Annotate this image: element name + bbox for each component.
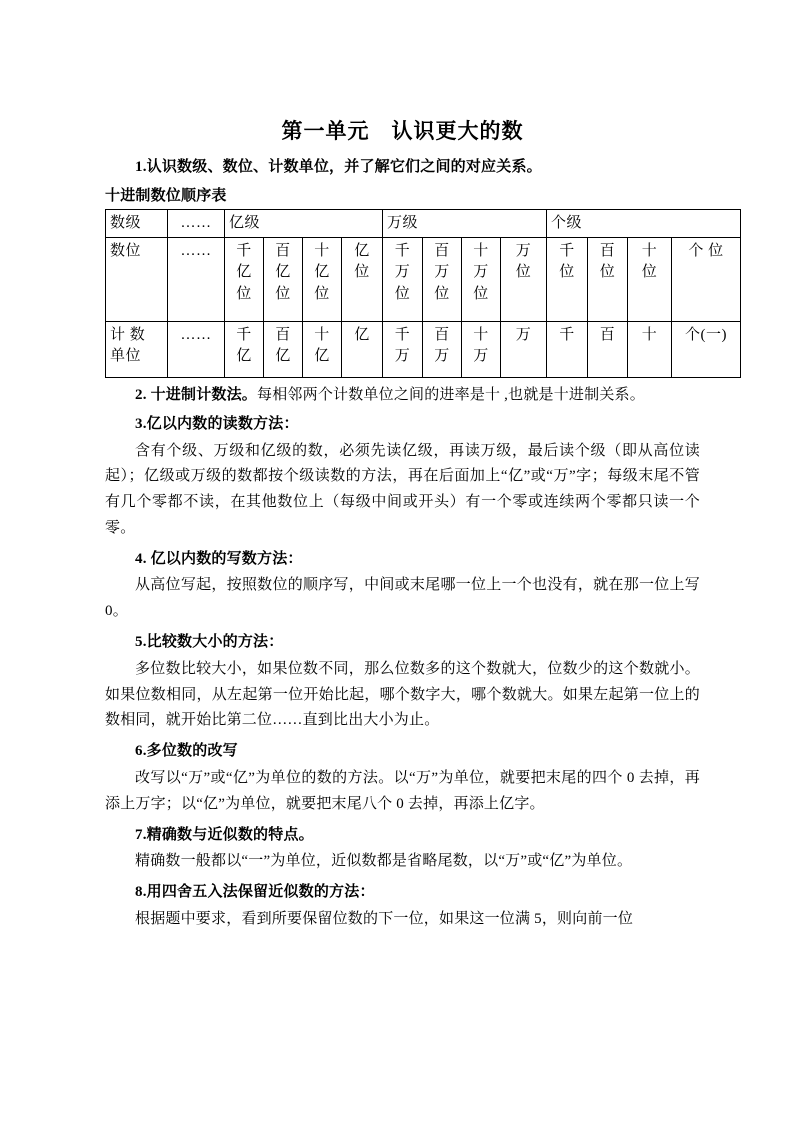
cell-unit-baiyi: 百 亿 xyxy=(264,322,303,378)
cell-dots-unit: …… xyxy=(168,322,225,378)
section-heading-2-tail: 每相邻两个计数单位之间的进率是十 ,也就是十进制关系。 xyxy=(257,387,645,404)
cell-place-ge: 个 位 xyxy=(672,238,741,322)
table-row xyxy=(106,322,741,378)
section-heading-5: 5.比较数大小的方法： xyxy=(135,634,284,651)
cell-group-yi: 亿级 xyxy=(225,210,383,238)
lead-heading: 1.认识数级、数位、计数单位，并了解它们之间的对应关系。 xyxy=(135,159,542,176)
place-value-table xyxy=(105,209,741,378)
page-title: 第一单元 认识更大的数 xyxy=(281,119,524,143)
section-body-7: 精确数一般都以“一”为单位，近似数都是省略尾数，以“万”或“亿”为单位。 xyxy=(135,853,633,870)
cell-row-label-level: 数级 xyxy=(106,210,168,238)
cell-unit-shiyi: 十 亿 xyxy=(303,322,342,378)
cell-unit-bai: 百 xyxy=(588,322,628,378)
table-row xyxy=(106,238,741,322)
cell-place-qianyi: 千 亿 位 xyxy=(225,238,264,322)
section-heading-7: 7.精确数与近似数的特点。 xyxy=(135,826,314,843)
section-heading-4: 4. 亿以内数的写数方法： xyxy=(135,550,303,567)
cell-unit-qianwan: 千 万 xyxy=(383,322,423,378)
cell-unit-qian: 千 xyxy=(547,322,588,378)
section-heading-2-label: 2. 十进制计数法。 xyxy=(135,387,258,404)
cell-unit-yi: 亿 xyxy=(342,322,383,378)
cell-place-qianwan: 千 万 位 xyxy=(383,238,423,322)
section-body-6: 改写以“万”或“亿”为单位的数的方法。以“万”为单位，就要把末尾的四个 0 去掉，再添上万字；以“亿”为单位，就要把末尾八个 0 去掉，再添上亿字。 xyxy=(105,769,700,812)
cell-place-qian: 千 位 xyxy=(547,238,588,322)
cell-unit-wan: 万 xyxy=(501,322,547,378)
section-heading-6: 6.多位数的改写 xyxy=(135,743,238,760)
cell-row-label-unit: 计 数 单位 xyxy=(106,322,168,378)
section-heading-3: 3.亿以内数的读数方法： xyxy=(135,415,299,432)
cell-place-baiyi: 百 亿 位 xyxy=(264,238,303,322)
section-body-3: 含有个级、万级和亿级的数，必须先读亿级，再读万级，最后读个级（即从高位读起）；亿级或万级的数都按个级读数的方法，再在后面加上“亿”或“万”字；每级末尾不管有几个零都不读，在其他数位上（每级中间或开头）有一个零或连续两个零都只读一个零。 xyxy=(105,442,700,536)
cell-unit-qianyi: 千 亿 xyxy=(225,322,264,378)
cell-place-baiwan: 百 万 位 xyxy=(423,238,462,322)
section-body-5: 多位数比较大小，如果位数不同，那么位数多的这个数就大，位数少的这个数就小。如果位数相同，从左起第一位开始比起，哪个数字大，哪个数就大。如果左起第一位上的数相同，就开始比第二位……直到比出大小为止。 xyxy=(105,660,700,729)
section-heading-8: 8.用四舍五入法保留近似数的方法： xyxy=(135,884,375,901)
cell-unit-shi: 十 xyxy=(628,322,672,378)
cell-unit-ge: 个(一) xyxy=(672,322,741,378)
cell-dots-level: …… xyxy=(168,210,225,238)
table-row xyxy=(106,210,741,238)
cell-row-label-place: 数位 xyxy=(106,238,168,322)
cell-group-wan: 万级 xyxy=(383,210,547,238)
cell-group-ge: 个级 xyxy=(547,210,741,238)
section-body-4: 从高位写起，按照数位的顺序写，中间或末尾哪一位上一个也没有，就在那一位上写 0。 xyxy=(105,577,700,620)
section-heading-2 xyxy=(105,385,700,407)
cell-place-yi: 亿 位 xyxy=(342,238,383,322)
cell-place-shiwan: 十 万 位 xyxy=(462,238,501,322)
cell-place-shi: 十 位 xyxy=(628,238,672,322)
cell-place-shiyi: 十 亿 位 xyxy=(303,238,342,322)
cell-unit-shiwan: 十 万 xyxy=(462,322,501,378)
cell-place-wan: 万 位 xyxy=(501,238,547,322)
section-body-8: 根据题中要求，看到所要保留位数的下一位，如果这一位满 5，则向前一位 xyxy=(135,910,634,927)
table-caption: 十进制数位顺序表 xyxy=(105,187,227,204)
cell-dots-place: …… xyxy=(168,238,225,322)
cell-place-bai: 百 位 xyxy=(588,238,628,322)
cell-unit-baiwan: 百 万 xyxy=(423,322,462,378)
